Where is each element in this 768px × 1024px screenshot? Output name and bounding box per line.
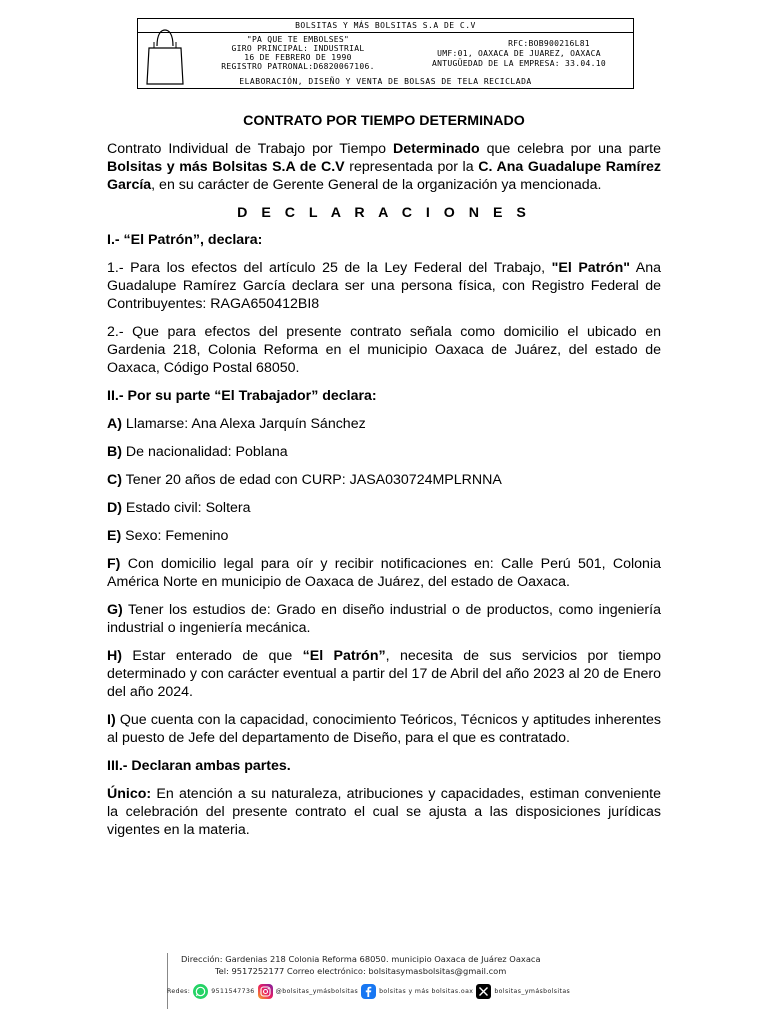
whatsapp-number[interactable]: 9511547736 — [211, 987, 255, 995]
item-text: De nacionalidad: Poblana — [121, 444, 288, 460]
bold-el-patron: "El Patrón" — [551, 260, 630, 276]
declaration-item-c — [107, 471, 661, 489]
company-name: BOLSITAS Y MÁS BOLSITAS S.A DE C.V — [295, 21, 476, 30]
declaraciones-heading: D E C L A R A C I O N E S — [237, 205, 531, 221]
letterhead-left-block — [198, 35, 398, 71]
declaration-item-h — [107, 647, 661, 701]
item-letter: D) — [107, 500, 122, 516]
text: Ana Guadalupe Ramírez García declara ser una persona física, con Registro Federal de Contribuyentes: RAGA650412BI8 — [107, 260, 661, 312]
declaration-item-d — [107, 499, 661, 517]
section-1-paragraph-2: 2.- Que para efectos del presente contrato señala como domicilio el ubicado en Gardenia 218, Colonia Reforma en el municipio Oaxaca de Juárez, del estado de Oaxaca, Código Postal 68050. — [107, 324, 661, 376]
intro-bold-company: Bolsitas y más Bolsitas S.A de C.V — [107, 159, 345, 175]
footer-address: Dirección: Gardenias 218 Colonia Reforma 68050. municipio Oaxaca de Juárez Oaxaca — [181, 954, 541, 964]
item-text: Estado civil: Soltera — [121, 500, 251, 516]
declaration-item-b — [107, 443, 661, 461]
text: 1.- Para los efectos del artículo 25 de la Ley Federal del Trabajo, — [107, 260, 552, 276]
item-letter: B) — [107, 444, 122, 460]
instagram-handle[interactable]: @bolsitas_ymásbolsitas — [275, 987, 359, 995]
item-text: Sexo: Femenino — [121, 528, 229, 544]
item-letter: F) — [107, 556, 121, 572]
intro-text: representada por la — [344, 159, 479, 175]
item-letter: G) — [107, 602, 123, 618]
giro-principal: GIRO PRINCIPAL: INDUSTRIAL — [231, 44, 365, 53]
whatsapp-icon[interactable] — [193, 984, 208, 999]
item-letter: A) — [107, 416, 122, 432]
item-text: Estar enterado de que — [121, 648, 303, 664]
x-handle[interactable]: bolsitas_ymásbolsitas — [494, 987, 571, 995]
x-icon[interactable] — [476, 984, 491, 999]
declaration-item-g — [107, 601, 661, 637]
intro-text: Contrato Individual de Trabajo por Tiempo — [107, 141, 393, 157]
registro-patronal: REGISTRO PATRONAL:D6820067106. — [221, 62, 375, 71]
slogan: "PA QUE TE EMBOLSES" — [246, 35, 350, 44]
item-text: , necesita de sus servicios por tiempo determinado y con carácter eventual a partir del 17 de Abril del año 2023 al 20 de Enero del año 2024. — [107, 648, 661, 700]
footer-contact: Tel: 9517252177 Correo electrónico: bolsitasymasbolsitas@gmail.com — [215, 966, 507, 976]
section-2-heading: II.- Por su parte “El Trabajador” declara: — [107, 388, 377, 404]
footer-divider — [167, 953, 168, 1009]
founding-date: 16 DE FEBRERO DE 1990 — [244, 53, 352, 62]
letterhead-right-block — [408, 39, 630, 69]
intro-text: , en su carácter de Gerente General de la organización ya mencionada. — [151, 177, 602, 193]
declaration-item-e — [107, 527, 661, 545]
facebook-icon[interactable] — [361, 984, 376, 999]
declaration-item-i — [107, 711, 661, 747]
letterhead — [137, 18, 634, 89]
letterhead-divider — [138, 32, 633, 33]
antiguedad: ANTUGÜEDAD DE LA EMPRESA: 33.04.10 — [432, 59, 606, 68]
contract-body — [107, 112, 661, 849]
item-letter: C) — [107, 472, 122, 488]
declaration-item-f — [107, 555, 661, 591]
declaration-item-a — [107, 415, 661, 433]
bold-el-patron: “El Patrón” — [302, 648, 386, 664]
intro-bold-determinado: Determinado — [392, 141, 480, 157]
unico-text: En atención a su naturaleza, atribuciones y capacidades, estiman conveniente la celebración del presente contrato el cual se ajusta a las disposiciones jurídicas vigentes en la materia. — [107, 786, 661, 838]
intro-text: que celebra por una parte — [479, 141, 661, 157]
item-letter: H) — [107, 648, 122, 664]
unico-paragraph — [107, 785, 661, 839]
instagram-icon[interactable] — [258, 984, 273, 999]
footer-social — [167, 984, 570, 999]
company-activity: ELABORACIÓN, DISEÑO Y VENTA DE BOLSAS DE TELA RECICLADA — [239, 77, 532, 86]
item-letter: E) — [107, 528, 122, 544]
item-letter: I) — [107, 712, 116, 728]
intro-paragraph — [107, 140, 661, 194]
umf: UMF:01, OAXACA DE JUAREZ, OAXACA — [437, 49, 601, 58]
section-3-heading: III.- Declaran ambas partes. — [107, 758, 291, 774]
section-1-heading: I.- “El Patrón”, declara: — [107, 232, 263, 248]
unico-label: Único: — [107, 786, 152, 802]
redes-label: Redes: — [167, 987, 191, 995]
item-text: Tener los estudios de: Grado en diseño industrial o de productos, como ingeniería industrial o ingeniería mecánica. — [107, 602, 661, 636]
intro-bold-representative: C. Ana Guadalupe Ramírez García — [107, 159, 661, 193]
item-text: Con domicilio legal para oír y recibir notificaciones en: Calle Perú 501, Colonia América Norte en municipio de Oaxaca de Juárez, del estado de Oaxaca. — [107, 556, 661, 590]
item-text: Llamarse: Ana Alexa Jarquín Sánchez — [121, 416, 366, 432]
item-text: Tener 20 años de edad con CURP: JASA030724MPLRNNA — [121, 472, 502, 488]
rfc: RFC:BOB900216L81 — [508, 39, 590, 48]
facebook-page[interactable]: bolsitas y más bolsitas.oax — [379, 987, 474, 995]
item-text: Que cuenta con la capacidad, conocimiento Teóricos, Técnicos y aptitudes inherentes al puesto de Jefe del departamento de Diseño, para el que es contratado. — [107, 712, 661, 746]
section-1-paragraph-1 — [107, 259, 661, 313]
document-title: CONTRATO POR TIEMPO DETERMINADO — [243, 113, 525, 129]
